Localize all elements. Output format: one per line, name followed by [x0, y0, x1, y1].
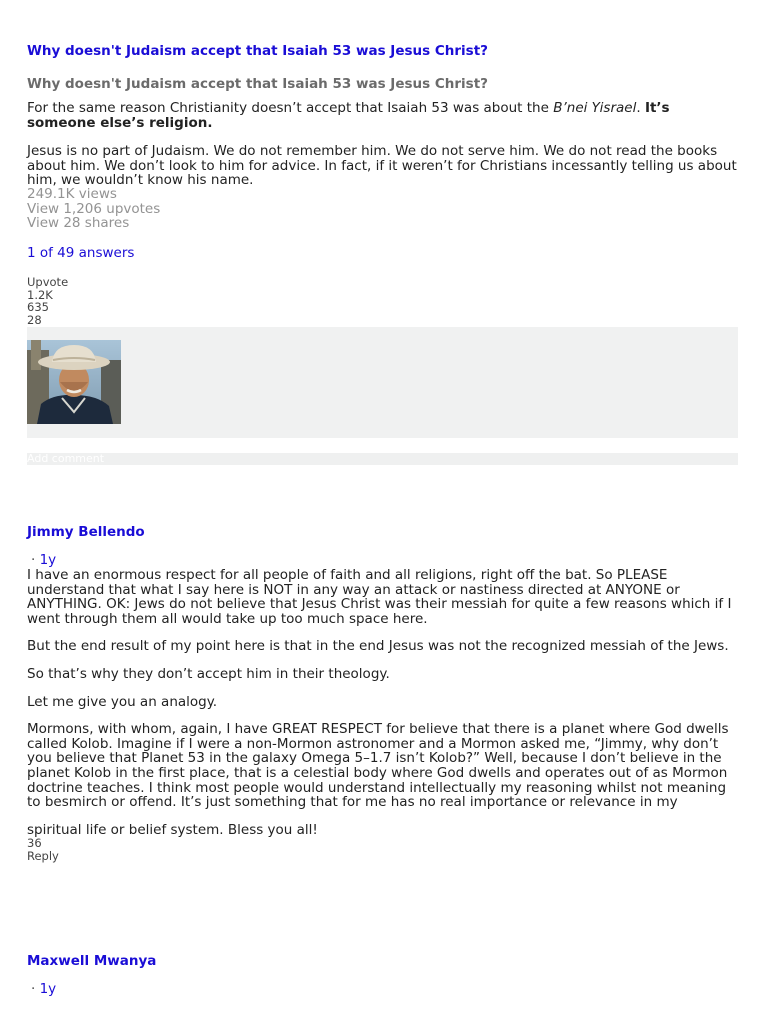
comment-paragraph: I have an enormous respect for all people of faith and all religions, right off the bat. So PLEASE understand that what I say here is NOT in any way an attack or nastiness directed at ANYONE or ANYTHING. OK: Jews do not believe that Jesus Christ was their messiah for quite a few reasons which if I went through them all would take up too much space here.: [27, 567, 732, 627]
comment-upvote-count: 36: [27, 836, 42, 851]
comment-author-link[interactable]: Jimmy Bellendo: [27, 524, 145, 540]
view-upvotes-link[interactable]: View 1,206 upvotes: [27, 200, 161, 217]
reply-button[interactable]: Reply: [27, 848, 59, 863]
comment-timestamp[interactable]: [31, 982, 56, 997]
answer-italic-term: B’nei Yisrael: [553, 100, 637, 116]
question-title-link[interactable]: Why doesn't Judaism accept that Isaiah 53 was Jesus Christ?: [27, 43, 488, 59]
comment-paragraph: Mormons, with whom, again, I have GREAT RESPECT for believe that there is a planet where God dwells called Kolob. Imagine if I were a non-Mormon astronomer and a Mormon asked me, “Jimmy, why don’t you believe that Planet 53 in the galaxy Omega 5–1.7 isn’t Kolob?” Well, because I don’t believe in the planet Kolob in the first place, that is a celestial body where God dwells and operates out of as Mormon doctrine teaches. I think most people would understand intellectually my reasoning whilst not meaning to besmirch or offend. It’s just something that for me has no real importance or relevance in my: [27, 721, 729, 811]
question-subtitle: Why doesn't Judaism accept that Isaiah 53 was Jesus Christ?: [27, 76, 488, 92]
comment-paragraph: But the end result of my point here is that in the end Jesus was not the recognized messiah of the Jews.: [27, 638, 729, 655]
add-comment-input[interactable]: Add comment: [27, 453, 738, 465]
answer-bold-conclusion: It’s someone else’s religion.: [27, 100, 670, 131]
comment-body: [27, 568, 742, 863]
answer-text-sep: .: [636, 100, 645, 116]
answer-paragraph-1: [27, 101, 742, 130]
comment-paragraph: So that’s why they don’t accept him in their theology.: [27, 665, 390, 682]
answer-text: For the same reason Christianity doesn’t accept that Isaiah 53 was about the: [27, 100, 554, 116]
comment-paragraph: spiritual life or belief system. Bless you all!: [27, 821, 318, 838]
comment-paragraph: Let me give you an analogy.: [27, 693, 218, 710]
timestamp-link[interactable]: 1y: [39, 552, 57, 568]
comment-author-link[interactable]: Maxwell Mwanya: [27, 953, 157, 969]
share-count: 28: [27, 312, 42, 327]
answer-paragraph-2: Jesus is no part of Judaism. We do not remember him. We do not serve him. We do not read the books about him. We don’t look to him for advice. In fact, if it weren’t for Christians incessantly telling us about him, we wouldn’t know his name.: [27, 143, 737, 189]
answers-count-link[interactable]: 1 of 49 answers: [27, 245, 135, 261]
views-count: 249.1K views: [27, 186, 117, 202]
upvote-count: 1.2K: [27, 287, 53, 302]
upvote-button[interactable]: Upvote: [27, 275, 69, 289]
timestamp-separator: ·: [31, 552, 36, 568]
vote-block: [27, 276, 68, 326]
author-panel: [27, 327, 738, 438]
comment-count: 635: [27, 300, 49, 315]
timestamp-link[interactable]: 1y: [39, 981, 57, 997]
answer-stats: [27, 187, 160, 231]
avatar-photo-icon: [27, 340, 121, 424]
timestamp-separator: ·: [31, 981, 36, 997]
comment-timestamp[interactable]: [31, 553, 56, 568]
author-avatar[interactable]: [27, 340, 121, 424]
view-shares-link[interactable]: View 28 shares: [27, 215, 130, 232]
